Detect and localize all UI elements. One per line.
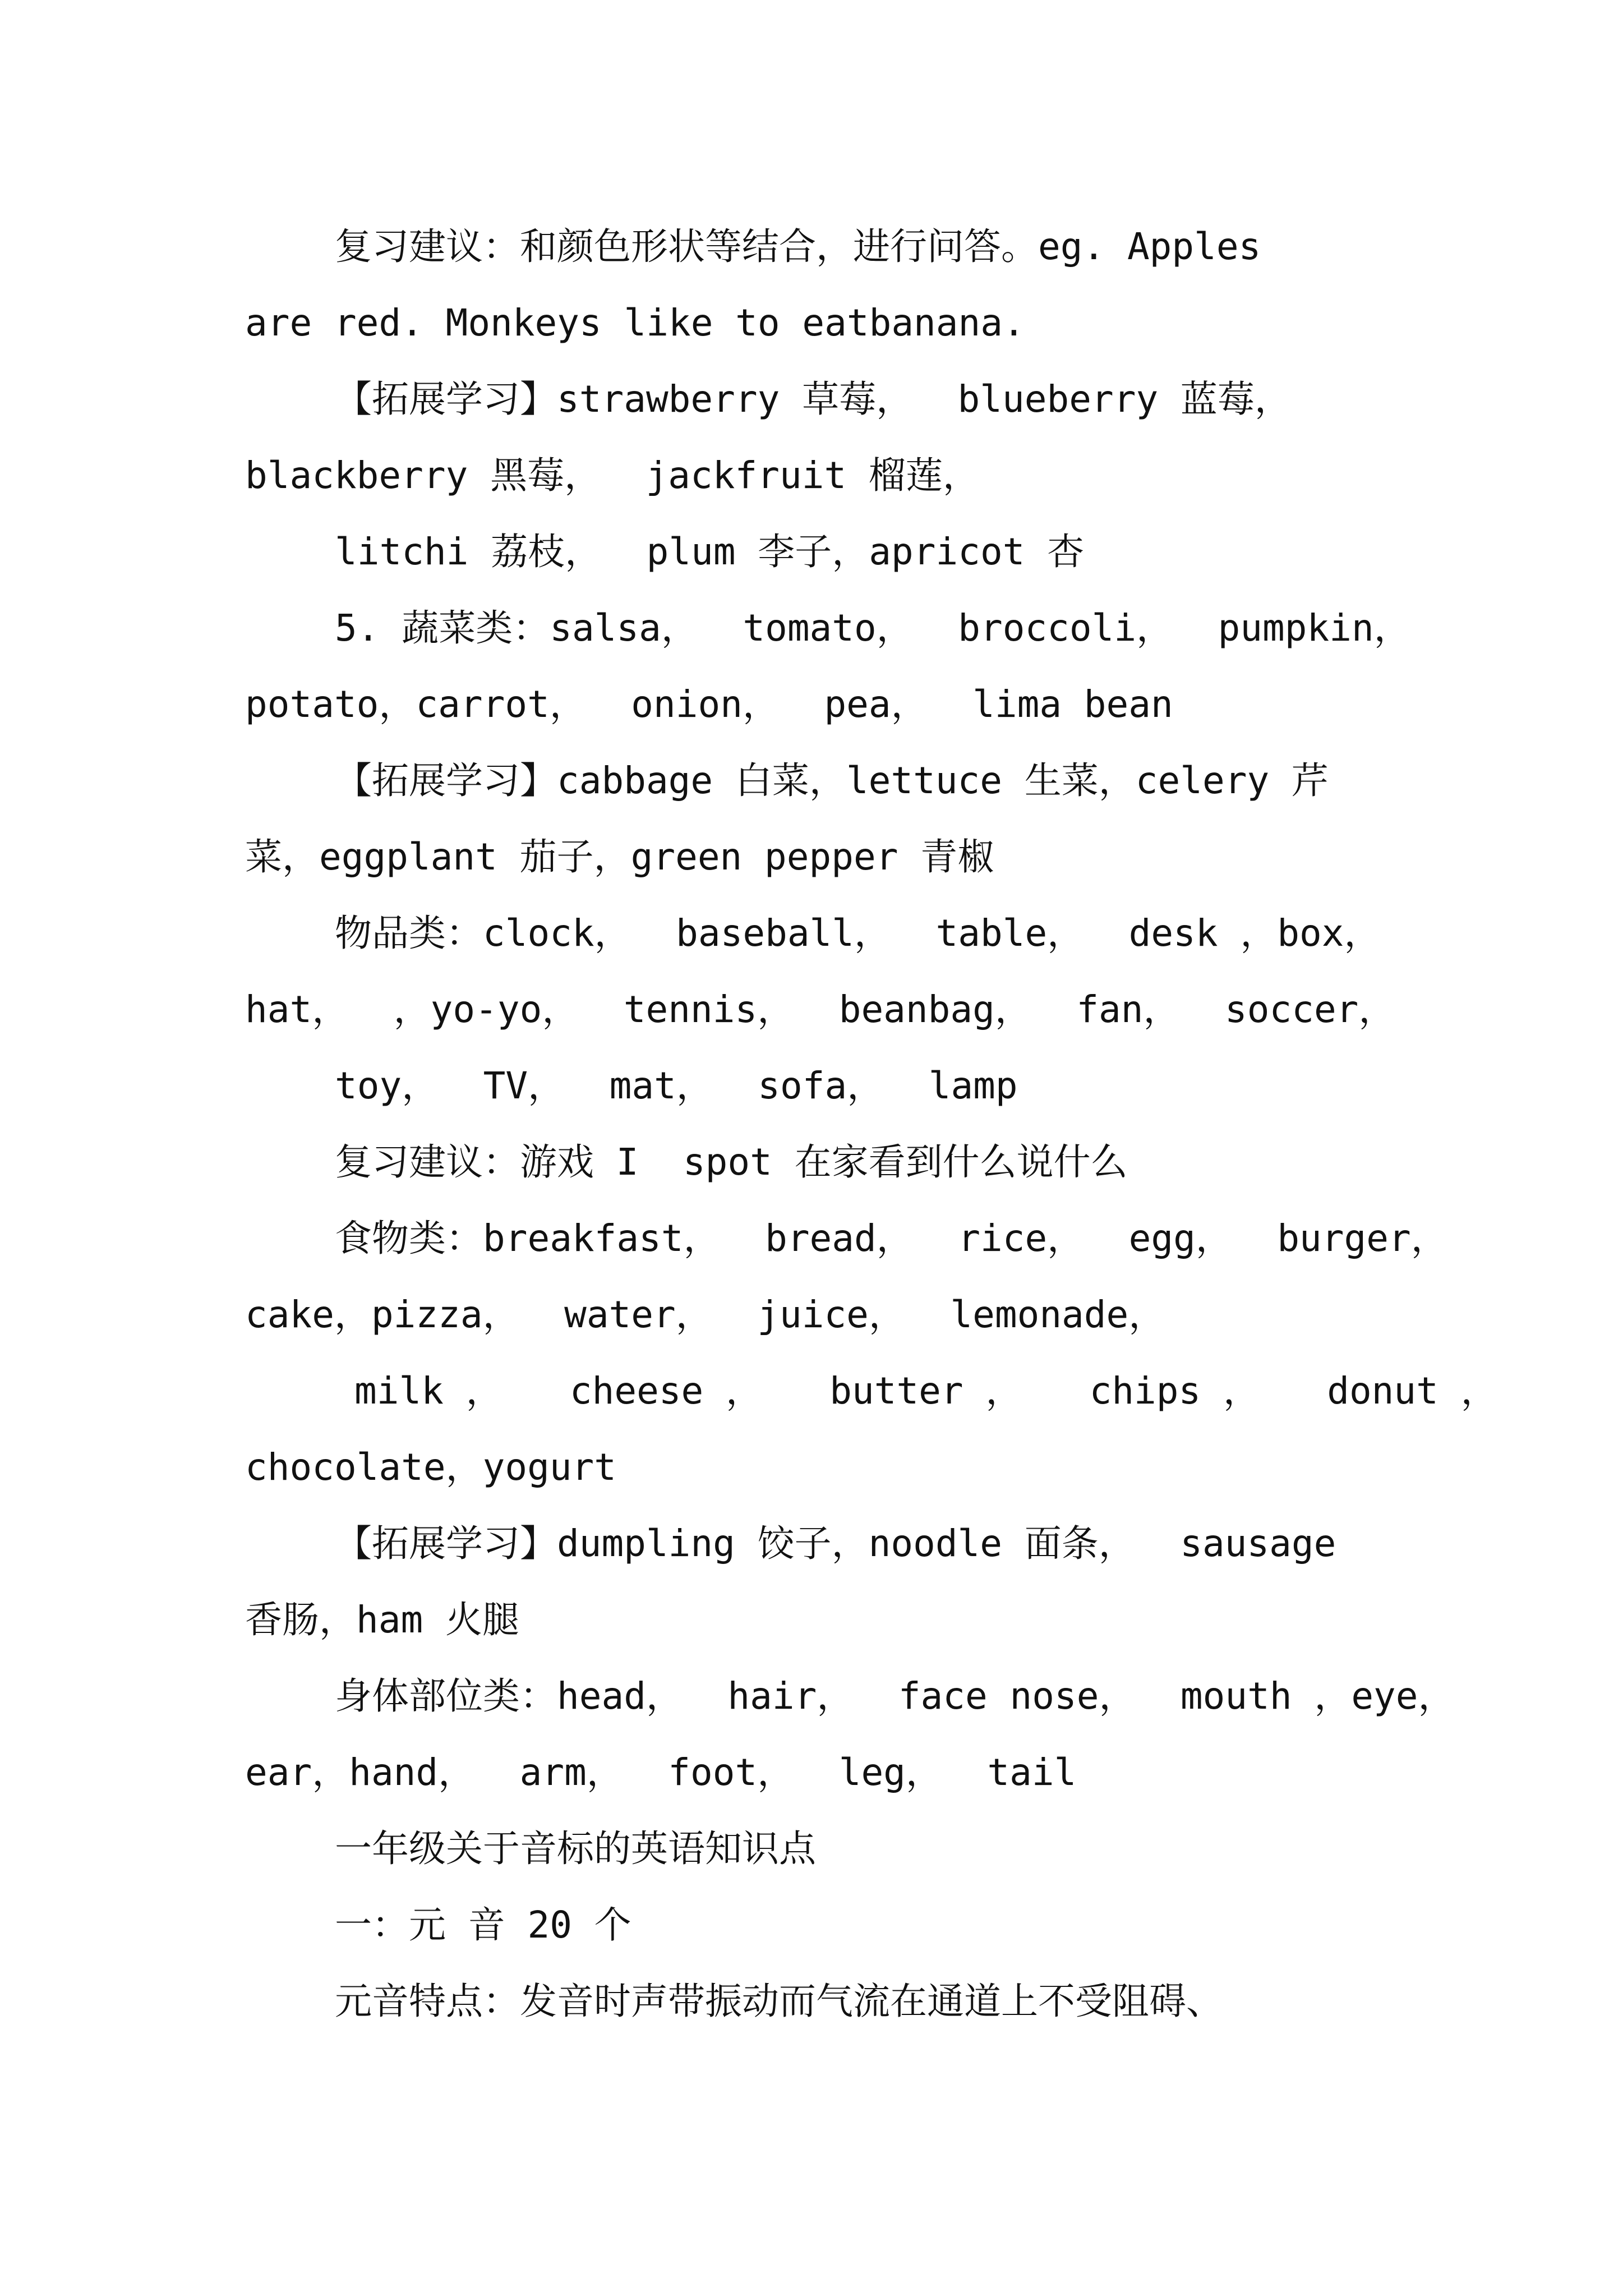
text-line: toy， TV， mat， sofa， lamp: [335, 1064, 1018, 1107]
text-line: 身体部位类：head， hair， face nose， mouth ，eye，: [335, 1674, 1455, 1718]
text-line: litchi 荔枝， plum 李子，apricot 杏: [335, 530, 1085, 573]
text-line: ear，hand， arm， foot， leg， tail: [245, 1751, 1077, 1794]
text-line: 复习建议：游戏 I spot 在家看到什么说什么: [335, 1140, 1128, 1184]
text-line: 元音特点：发音时声带振动而气流在通道上不受阻碍、: [335, 1980, 1223, 2023]
text-line: are red. Monkeys like to eatbanana.: [245, 301, 1025, 344]
text-line: blackberry 黑莓， jackfruit 榴莲，: [245, 454, 980, 497]
section-heading: 一年级关于音标的英语知识点: [335, 1827, 816, 1870]
text-line: 香肠，ham 火腿: [245, 1598, 519, 1641]
text-line: chocolate，yogurt: [245, 1446, 617, 1489]
text-line: 【拓展学习】cabbage 白菜，lettuce 生菜，celery 芹: [335, 759, 1329, 802]
text-line: 菜，eggplant 茄子，green pepper 青椒: [245, 835, 995, 878]
text-line: milk ， cheese ， butter ， chips ， donut ，: [354, 1369, 1498, 1412]
text-line: hat， ，yo-yo， tennis， beanbag， fan， soccer，: [245, 988, 1396, 1031]
text-line: 【拓展学习】dumpling 饺子，noodle 面条， sausage: [335, 1522, 1336, 1565]
text-line: 物品类：clock， baseball， table， desk ，box，: [335, 912, 1381, 955]
text-line: cake，pizza， water， juice， lemonade，: [245, 1293, 1166, 1336]
text-line: 5. 蔬菜类：salsa， tomato， broccoli， pumpkin，: [335, 606, 1411, 650]
text-line: 【拓展学习】strawberry 草莓， blueberry 蓝莓，: [335, 378, 1292, 421]
text-line: 一：元 音 20 个: [335, 1903, 631, 1947]
text-line: 食物类：breakfast， bread， rice， egg， burger，: [335, 1217, 1448, 1260]
text-line: potato，carrot， onion， pea， lima bean: [245, 683, 1173, 726]
text-line: 复习建议：和颜色形状等结合，进行问答。eg. Apples: [335, 225, 1261, 268]
